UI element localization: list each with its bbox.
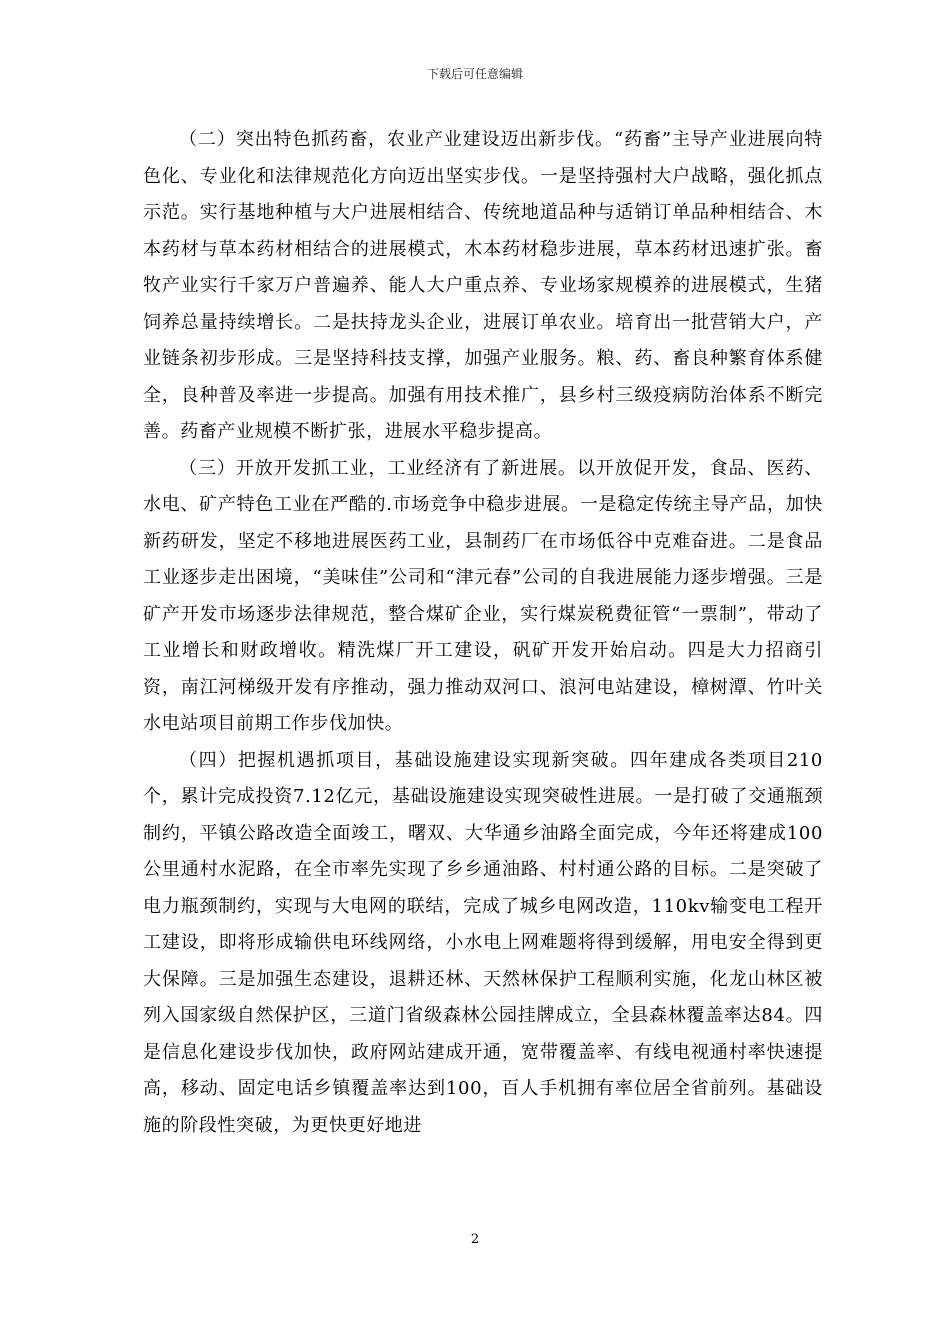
document-body xyxy=(143,122,823,1144)
page-number: 2 xyxy=(470,1232,480,1247)
paragraph-industry: （三）开放开发抓工业，工业经济有了新进展。以开放促开发，食品、医药、水电、矿产特色工业在严酷的.市场竞争中稳步进展。一是稳定传统主导产品，加快新药研发，坚定不移地进展医药工业，县制药厂在市场低谷中克难奋进。二是食品工业逐步走出困境，“美味佳”公司和“津元春”公司的自我进展能力逐步增强。三是矿产开发市场逐步法律规范，整合煤矿企业，实行煤炭税费征管“一票制”，带动了工业增长和财政增收。精洗煤厂开工建设，矾矿开发开始启动。四是大力招商引资，南江河梯级开发有序推动，强力推动双河口、浪河电站建设，樟树潭、竹叶关水电站项目前期工作步伐加快。 xyxy=(143,457,823,734)
paragraph-infrastructure: （四）把握机遇抓项目，基础设施建设实现新突破。四年建成各类项目210个，累计完成投资7.12亿元，基础设施建设实现突破性进展。一是打破了交通瓶颈制约，平镇公路改造全面竣工，曙双、大华通乡油路全面完成，今年还将建成100公里通村水泥路，在全市率先实现了乡乡通油路、村村通公路的目标。二是突破了电力瓶颈制约，实现与大电网的联结，完成了城乡电网改造，110kv输变电工程开工建设，即将形成输供电环线网络，小水电上网难题将得到缓解，用电安全得到更大保障。三是加强生态建设，退耕还林、天然林保护工程顺利实施，化龙山林区被列入国家级自然保护区，三道门省级森林公园挂牌成立，全县森林覆盖率达84。四是信息化建设步伐加快，政府网站建成开通，宽带覆盖率、有线电视通村率快速提高，移动、固定电话乡镇覆盖率达到100，百人手机拥有率位居全省前列。基础设施的阶段性突破，为更快更好地进 xyxy=(143,749,823,1136)
page-header-note: 下载后可任意编辑 xyxy=(426,67,523,81)
paragraph-agriculture: （二）突出特色抓药畜，农业产业建设迈出新步伐。“药畜”主导产业进展向特色化、专业化和法律规范化方向迈出坚实步伐。一是坚持强村大户战略，强化抓点示范。实行基地种植与大户进展相结合、传统地道品种与适销订单品种相结合、木本药材与草本药材相结合的进展模式，木本药材稳步进展，草本药材迅速扩张。畜牧产业实行千家万户普遍养、能人大户重点养、专业场家规模养的进展模式，生猪饲养总量持续增长。二是扶持龙头企业，进展订单农业。培育出一批营销大户，产业链条初步形成。三是坚持科技支撑，加强产业服务。粮、药、畜良种繁育体系健全，良种普及率进一步提高。加强有用技术推广，县乡村三级疫病防治体系不断完善。药畜产业规模不断扩张，进展水平稳步提高。 xyxy=(143,129,823,442)
